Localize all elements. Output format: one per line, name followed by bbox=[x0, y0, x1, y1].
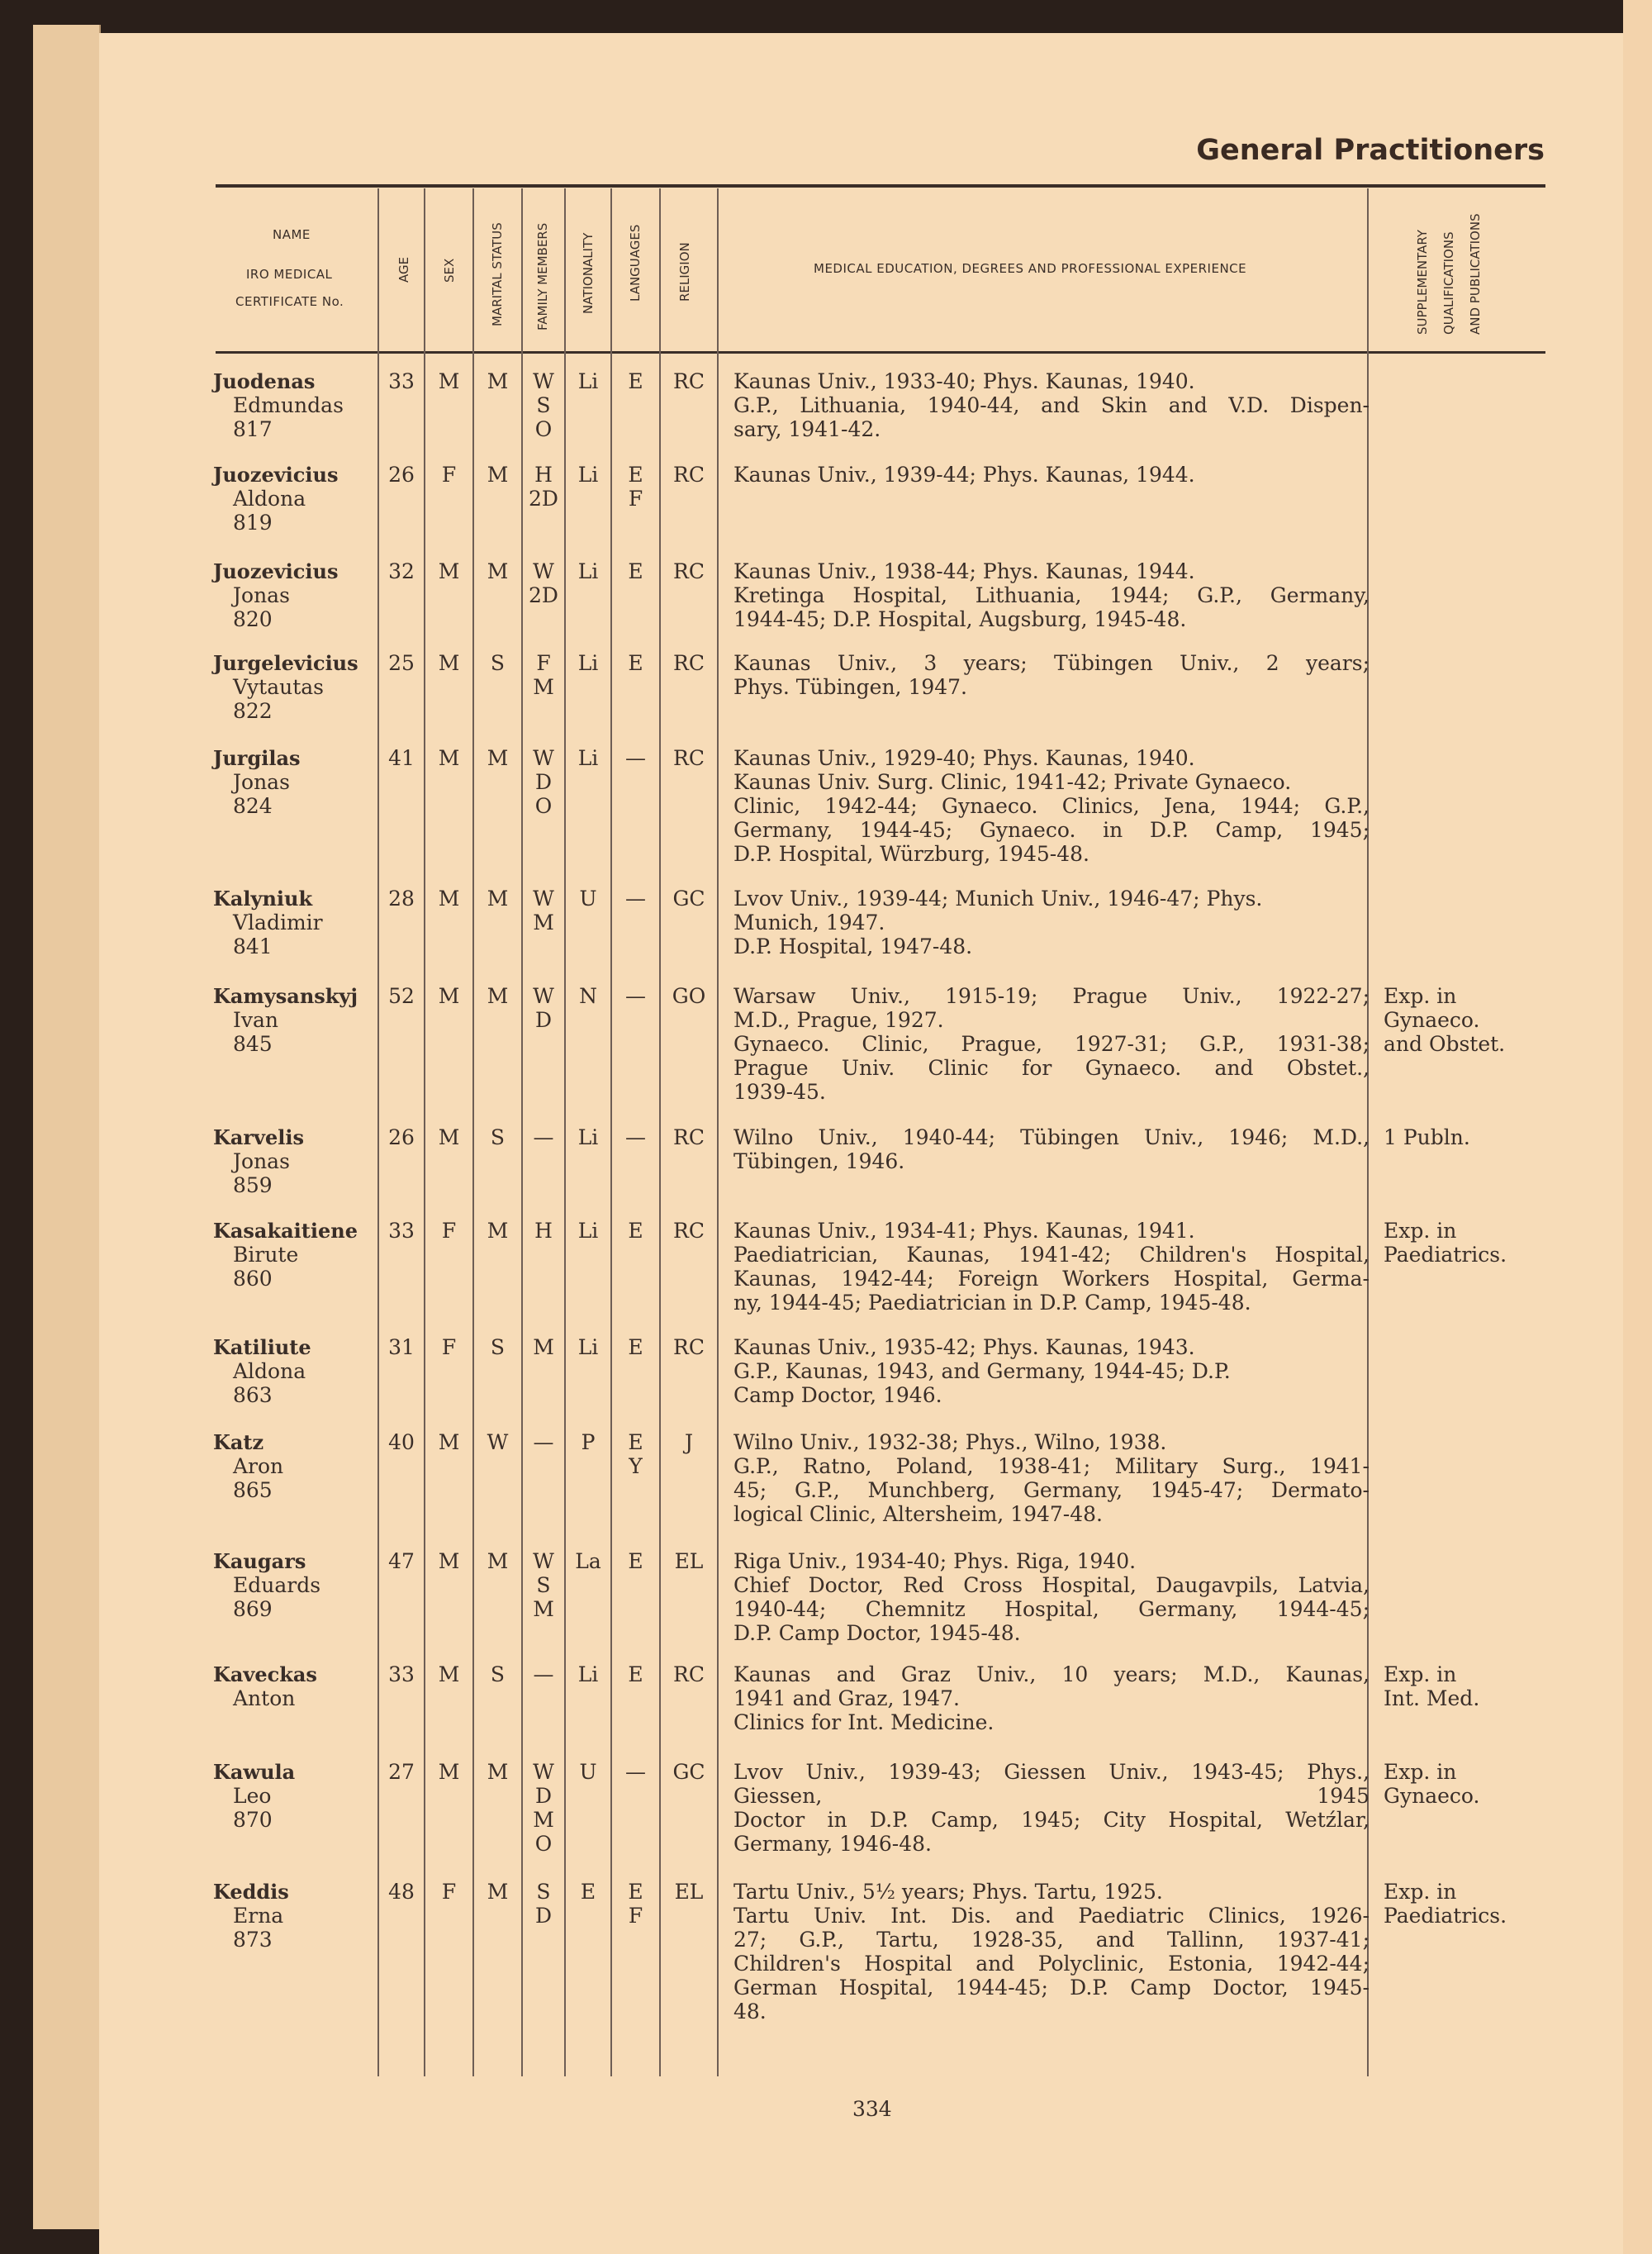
language: E bbox=[628, 369, 643, 393]
education-text bbox=[733, 984, 1370, 1104]
sex-value: F bbox=[441, 1335, 457, 1359]
education-line: 1941 and Graz, 1947. bbox=[733, 1686, 960, 1710]
marital-value: S bbox=[490, 1125, 506, 1149]
education-line: Tartu Univ. Int. Dis. and Paediatric Clinics, 1926- bbox=[733, 1904, 1370, 1928]
marital-value: S bbox=[490, 651, 506, 675]
given-name: Erna bbox=[233, 1904, 284, 1928]
sex-value: M bbox=[438, 1662, 460, 1686]
education-line: Kaunas Univ., 3 years; Tübingen Univ., 2 years; bbox=[733, 651, 1370, 675]
page-number: 334 bbox=[852, 2097, 892, 2121]
family-member: M bbox=[533, 1597, 554, 1621]
header-name: NAME bbox=[273, 227, 311, 242]
sex-value: M bbox=[438, 651, 460, 675]
header-family: FAMILY MEMBERS bbox=[535, 222, 550, 330]
given-name: Jonas bbox=[233, 583, 290, 607]
language: — bbox=[625, 887, 646, 911]
education-text bbox=[733, 746, 1370, 866]
column-divider bbox=[717, 188, 719, 2076]
education-line: logical Clinic, Altersheim, 1947-48. bbox=[733, 1502, 1103, 1526]
education-line: Kaunas Univ., 1933-40; Phys. Kaunas, 1940. bbox=[733, 369, 1195, 393]
language: — bbox=[625, 1125, 646, 1149]
education-line: G.P., Kaunas, 1943, and Germany, 1944-45; D.P. bbox=[733, 1359, 1231, 1383]
education-line: 1944-45; D.P. Hospital, Augsburg, 1945-48. bbox=[733, 607, 1187, 631]
nationality-value: Li bbox=[577, 746, 599, 770]
given-name: Aldona bbox=[233, 1359, 306, 1383]
certificate-number: 819 bbox=[233, 511, 273, 535]
marital-value: M bbox=[487, 1760, 509, 1784]
given-name: Vladimir bbox=[233, 911, 323, 934]
surname: Kasakaitiene bbox=[213, 1219, 358, 1243]
religion-value: RC bbox=[673, 369, 705, 393]
certificate-number: 870 bbox=[233, 1808, 273, 1832]
surname: Juozevicius bbox=[213, 463, 339, 487]
family-member: O bbox=[534, 794, 553, 818]
given-name: Vytautas bbox=[233, 675, 324, 699]
given-name: Jonas bbox=[233, 1149, 290, 1173]
given-name: Edmundas bbox=[233, 393, 344, 417]
education-line: Kaunas and Graz Univ., 10 years; M.D., Kaunas, bbox=[733, 1662, 1370, 1686]
education-line: Children's Hospital and Polyclinic, Estonia, 1942-44; bbox=[733, 1952, 1370, 1976]
religion-value: RC bbox=[673, 559, 705, 583]
education-line: Tartu Univ., 5½ years; Phys. Tartu, 1925. bbox=[733, 1880, 1163, 1904]
education-line: Kaunas Univ., 1934-41; Phys. Kaunas, 1941. bbox=[733, 1219, 1195, 1243]
marital-value: S bbox=[490, 1335, 506, 1359]
language: — bbox=[625, 746, 646, 770]
education-line: Wilno Univ., 1932-38; Phys., Wilno, 1938. bbox=[733, 1430, 1167, 1454]
education-line: D.P. Hospital, 1947-48. bbox=[733, 934, 973, 958]
religion-value: GO bbox=[672, 984, 706, 1008]
age-value: 33 bbox=[388, 369, 415, 393]
family-member: W bbox=[533, 887, 554, 911]
education-line: German Hospital, 1944-45; D.P. Camp Doctor, 1945- bbox=[733, 1976, 1370, 2000]
sex-value: F bbox=[441, 1880, 457, 1904]
header-cert: CERTIFICATE No. bbox=[235, 294, 344, 309]
surname: Jurgelevicius bbox=[213, 651, 358, 675]
marital-value: M bbox=[487, 559, 509, 583]
education-line: sary, 1941-42. bbox=[733, 417, 881, 441]
surname: Karvelis bbox=[213, 1125, 305, 1149]
header-education: MEDICAL EDUCATION, DEGREES AND PROFESSIONAL EXPERIENCE bbox=[814, 261, 1247, 276]
age-value: 31 bbox=[388, 1335, 415, 1359]
surname: Kaugars bbox=[213, 1549, 306, 1573]
sex-value: M bbox=[438, 984, 460, 1008]
education-text bbox=[733, 651, 1370, 699]
family-member: 2D bbox=[529, 583, 558, 607]
sex-value: F bbox=[441, 463, 457, 487]
education-line: ny, 1944-45; Paediatrician in D.P. Camp, 1945-48. bbox=[733, 1291, 1251, 1315]
age-value: 52 bbox=[388, 984, 415, 1008]
education-line: Kaunas Univ., 1929-40; Phys. Kaunas, 1940. bbox=[733, 746, 1195, 770]
header-iro: IRO MEDICAL bbox=[246, 267, 333, 282]
family-member: M bbox=[533, 1808, 554, 1832]
surname: Juozevicius bbox=[213, 559, 339, 583]
sex-value: F bbox=[441, 1219, 457, 1243]
religion-value: EL bbox=[674, 1880, 704, 1904]
education-line: Giessen, 1945 bbox=[733, 1784, 1370, 1808]
family-member: D bbox=[534, 770, 553, 794]
education-text bbox=[733, 1880, 1370, 2023]
education-text bbox=[733, 1335, 1370, 1407]
family-member: — bbox=[533, 1125, 554, 1149]
certificate-number: 841 bbox=[233, 934, 273, 958]
education-text bbox=[733, 1760, 1370, 1856]
family-member: M bbox=[533, 1335, 554, 1359]
education-text bbox=[733, 369, 1370, 441]
surname: Kalyniuk bbox=[213, 887, 313, 911]
education-line: Kaunas Univ., 1938-44; Phys. Kaunas, 1944. bbox=[733, 559, 1195, 583]
education-line: Clinics for Int. Medicine. bbox=[733, 1710, 995, 1734]
education-line: Lvov Univ., 1939-44; Munich Univ., 1946-47; Phys. bbox=[733, 887, 1263, 911]
given-name: Aldona bbox=[233, 487, 306, 511]
language: E bbox=[628, 651, 643, 675]
language: E bbox=[628, 1662, 643, 1686]
education-line: G.P., Ratno, Poland, 1938-41; Military Surg., 1941- bbox=[733, 1454, 1370, 1478]
education-line: Gynaeco. Clinic, Prague, 1927-31; G.P., 1931-38; bbox=[733, 1032, 1370, 1056]
surname: Katiliute bbox=[213, 1335, 311, 1359]
religion-value: RC bbox=[673, 1335, 705, 1359]
certificate-number: 860 bbox=[233, 1267, 273, 1291]
certificate-number: 859 bbox=[233, 1173, 273, 1197]
language: E bbox=[628, 1335, 643, 1359]
age-value: 25 bbox=[388, 651, 415, 675]
family-member: D bbox=[534, 1904, 553, 1928]
family-member: W bbox=[533, 1549, 554, 1573]
education-line: 1940-44; Chemnitz Hospital, Germany, 1944-45; bbox=[733, 1597, 1370, 1621]
language: Y bbox=[629, 1454, 643, 1478]
marital-value: W bbox=[487, 1430, 509, 1454]
nationality-value: U bbox=[579, 887, 597, 911]
nationality-value: P bbox=[581, 1430, 596, 1454]
header-top-rule bbox=[216, 184, 1545, 188]
age-value: 33 bbox=[388, 1662, 415, 1686]
education-text bbox=[733, 559, 1370, 631]
marital-value: M bbox=[487, 1880, 509, 1904]
education-line: Germany, 1944-45; Gynaeco. in D.P. Camp, 1945; bbox=[733, 818, 1370, 842]
education-line: Doctor in D.P. Camp, 1945; City Hospital, Wetźlar, bbox=[733, 1808, 1370, 1832]
supplementary-qualification: Gynaeco. bbox=[1384, 1784, 1480, 1808]
given-name: Eduards bbox=[233, 1573, 321, 1597]
marital-value: M bbox=[487, 1219, 509, 1243]
family-member: W bbox=[533, 559, 554, 583]
certificate-number: 817 bbox=[233, 417, 273, 441]
family-member: H bbox=[534, 463, 553, 487]
given-name: Jonas bbox=[233, 770, 290, 794]
age-value: 33 bbox=[388, 1219, 415, 1243]
family-member: S bbox=[536, 1573, 551, 1597]
given-name: Ivan bbox=[233, 1008, 279, 1032]
religion-value: GC bbox=[672, 1760, 705, 1784]
age-value: 28 bbox=[388, 887, 415, 911]
next-page-edge bbox=[1623, 0, 1652, 2254]
supplementary-qualification: Exp. in bbox=[1384, 1760, 1457, 1784]
education-line: Munich, 1947. bbox=[733, 911, 885, 934]
education-line: Camp Doctor, 1946. bbox=[733, 1383, 942, 1407]
sex-value: M bbox=[438, 1760, 460, 1784]
header-religion: RELIGION bbox=[677, 242, 692, 302]
education-line: D.P. Hospital, Würzburg, 1945-48. bbox=[733, 842, 1089, 866]
education-line: Chief Doctor, Red Cross Hospital, Daugavpils, Latvia, bbox=[733, 1573, 1370, 1597]
education-line: 27; G.P., Tartu, 1928-35, and Tallinn, 1937-41; bbox=[733, 1928, 1370, 1952]
education-line: Lvov Univ., 1939-43; Giessen Univ., 1943-45; Phys., bbox=[733, 1760, 1370, 1784]
language: — bbox=[625, 1760, 646, 1784]
given-name: Anton bbox=[233, 1686, 296, 1710]
certificate-number: 824 bbox=[233, 794, 273, 818]
supplementary-qualification: and Obstet. bbox=[1384, 1032, 1506, 1056]
nationality-value: Li bbox=[577, 369, 599, 393]
education-line: M.D., Prague, 1927. bbox=[733, 1008, 944, 1032]
education-line: Phys. Tübingen, 1947. bbox=[733, 675, 968, 699]
family-member: S bbox=[536, 1880, 551, 1904]
supplementary-qualification: Paediatrics. bbox=[1384, 1243, 1507, 1267]
education-line: Clinic, 1942-44; Gynaeco. Clinics, Jena, 1944; G.P., bbox=[733, 794, 1370, 818]
certificate-number: 865 bbox=[233, 1478, 273, 1502]
nationality-value: Li bbox=[577, 1662, 599, 1686]
age-value: 26 bbox=[388, 463, 415, 487]
language: E bbox=[628, 1549, 643, 1573]
supplementary-qualification: Exp. in bbox=[1384, 984, 1457, 1008]
education-line: 45; G.P., Munchberg, Germany, 1945-47; Dermato- bbox=[733, 1478, 1370, 1502]
certificate-number: 873 bbox=[233, 1928, 273, 1952]
nationality-value: Li bbox=[577, 1125, 599, 1149]
given-name: Birute bbox=[233, 1243, 299, 1267]
surname: Kamysanskyj bbox=[213, 984, 358, 1008]
age-value: 32 bbox=[388, 559, 415, 583]
sex-value: M bbox=[438, 746, 460, 770]
religion-value: RC bbox=[673, 1662, 705, 1686]
education-line: Warsaw Univ., 1915-19; Prague Univ., 1922-27; bbox=[733, 984, 1370, 1008]
supplementary-qualification: Int. Med. bbox=[1384, 1686, 1480, 1710]
family-member: D bbox=[534, 1784, 553, 1808]
age-value: 48 bbox=[388, 1880, 415, 1904]
family-member: — bbox=[533, 1662, 554, 1686]
education-line: Kretinga Hospital, Lithuania, 1944; G.P., Germany, bbox=[733, 583, 1370, 607]
education-text bbox=[733, 463, 1370, 487]
education-line: Kaunas Univ., 1935-42; Phys. Kaunas, 1943. bbox=[733, 1335, 1195, 1359]
nationality-value: Li bbox=[577, 559, 599, 583]
marital-value: M bbox=[487, 887, 509, 911]
age-value: 26 bbox=[388, 1125, 415, 1149]
sex-value: M bbox=[438, 369, 460, 393]
marital-value: M bbox=[487, 1549, 509, 1573]
family-member: O bbox=[534, 1832, 553, 1856]
certificate-number: 820 bbox=[233, 607, 273, 631]
education-text bbox=[733, 1549, 1370, 1645]
certificate-number: 863 bbox=[233, 1383, 273, 1407]
family-member: 2D bbox=[529, 487, 558, 511]
family-member: O bbox=[534, 417, 553, 441]
header-marital: MARITAL STATUS bbox=[490, 222, 505, 326]
family-member: W bbox=[533, 984, 554, 1008]
header-sex: SEX bbox=[442, 258, 457, 283]
supplementary-qualification: Paediatrics. bbox=[1384, 1904, 1507, 1928]
marital-value: S bbox=[490, 1662, 506, 1686]
surname: Kawula bbox=[213, 1760, 296, 1784]
marital-value: M bbox=[487, 463, 509, 487]
nationality-value: Li bbox=[577, 651, 599, 675]
sex-value: M bbox=[438, 887, 460, 911]
language: E bbox=[628, 1430, 643, 1454]
marital-value: M bbox=[487, 746, 509, 770]
given-name: Leo bbox=[233, 1784, 272, 1808]
education-line: Kaunas Univ., 1939-44; Phys. Kaunas, 1944. bbox=[733, 463, 1195, 487]
age-value: 27 bbox=[388, 1760, 415, 1784]
sex-value: M bbox=[438, 1549, 460, 1573]
surname: Katz bbox=[213, 1430, 264, 1454]
family-member: — bbox=[533, 1430, 554, 1454]
sex-value: M bbox=[438, 1125, 460, 1149]
supplementary-qualification: Exp. in bbox=[1384, 1880, 1457, 1904]
certificate-number: 822 bbox=[233, 699, 273, 723]
religion-value: RC bbox=[673, 1219, 705, 1243]
education-line: Paediatrician, Kaunas, 1941-42; Children's Hospital, bbox=[733, 1243, 1370, 1267]
marital-value: M bbox=[487, 984, 509, 1008]
surname: Kaveckas bbox=[213, 1662, 317, 1686]
family-member: W bbox=[533, 746, 554, 770]
religion-value: EL bbox=[674, 1549, 704, 1573]
age-value: 41 bbox=[388, 746, 415, 770]
family-member: M bbox=[533, 911, 554, 934]
surname: Juodenas bbox=[213, 369, 316, 393]
education-text bbox=[733, 887, 1370, 958]
family-member: M bbox=[533, 675, 554, 699]
education-line: G.P., Lithuania, 1940-44, and Skin and V.D. Dispen- bbox=[733, 393, 1370, 417]
education-text bbox=[733, 1662, 1370, 1734]
supplementary-qualification: 1 Publn. bbox=[1384, 1125, 1470, 1149]
given-name: Aron bbox=[233, 1454, 284, 1478]
age-value: 40 bbox=[388, 1430, 415, 1454]
education-line: Kaunas Univ. Surg. Clinic, 1941-42; Private Gynaeco. bbox=[733, 770, 1292, 794]
sex-value: M bbox=[438, 559, 460, 583]
header-supp-2: QUALIFICATIONS bbox=[1441, 231, 1456, 335]
religion-value: GC bbox=[672, 887, 705, 911]
header-bottom-rule bbox=[216, 351, 1545, 354]
family-member: W bbox=[533, 369, 554, 393]
education-line: Germany, 1946-48. bbox=[733, 1832, 932, 1856]
sex-value: M bbox=[438, 1430, 460, 1454]
education-text bbox=[733, 1125, 1370, 1173]
education-line: D.P. Camp Doctor, 1945-48. bbox=[733, 1621, 1021, 1645]
religion-value: J bbox=[684, 1430, 694, 1454]
supplementary-qualification: Exp. in bbox=[1384, 1662, 1457, 1686]
education-line: 48. bbox=[733, 2000, 767, 2023]
supplementary-qualification: Gynaeco. bbox=[1384, 1008, 1480, 1032]
religion-value: RC bbox=[673, 746, 705, 770]
supplementary-qualification: Exp. in bbox=[1384, 1219, 1457, 1243]
nationality-value: N bbox=[579, 984, 597, 1008]
surname: Keddis bbox=[213, 1880, 289, 1904]
education-line: Tübingen, 1946. bbox=[733, 1149, 905, 1173]
surname: Jurgilas bbox=[213, 746, 301, 770]
education-text bbox=[733, 1430, 1370, 1526]
education-text bbox=[733, 1219, 1370, 1315]
family-member: H bbox=[534, 1219, 553, 1243]
certificate-number: 869 bbox=[233, 1597, 273, 1621]
language: E bbox=[628, 1880, 643, 1904]
education-line: Riga Univ., 1934-40; Phys. Riga, 1940. bbox=[733, 1549, 1137, 1573]
family-member: S bbox=[536, 393, 551, 417]
header-languages: LANGUAGES bbox=[628, 224, 643, 302]
education-line: Prague Univ. Clinic for Gynaeco. and Obstet., bbox=[733, 1056, 1370, 1080]
language: E bbox=[628, 463, 643, 487]
religion-value: RC bbox=[673, 651, 705, 675]
marital-value: M bbox=[487, 369, 509, 393]
family-member: W bbox=[533, 1760, 554, 1784]
language: E bbox=[628, 1219, 643, 1243]
nationality-value: La bbox=[575, 1549, 601, 1573]
language: F bbox=[628, 1904, 643, 1928]
nationality-value: Li bbox=[577, 1335, 599, 1359]
header-age: AGE bbox=[396, 256, 411, 283]
page-title: General Practitioners bbox=[1196, 134, 1545, 167]
header-supp-3: AND PUBLICATIONS bbox=[1468, 213, 1483, 335]
education-line: Kaunas, 1942-44; Foreign Workers Hospital, Germa- bbox=[733, 1267, 1370, 1291]
education-line: Wilno Univ., 1940-44; Tübingen Univ., 1946; M.D., bbox=[733, 1125, 1370, 1149]
religion-value: RC bbox=[673, 1125, 705, 1149]
nationality-value: Li bbox=[577, 1219, 599, 1243]
age-value: 47 bbox=[388, 1549, 415, 1573]
family-member: F bbox=[536, 651, 551, 675]
nationality-value: Li bbox=[577, 463, 599, 487]
nationality-value: E bbox=[580, 1880, 596, 1904]
header-supp-1: SUPPLEMENTARY bbox=[1415, 230, 1430, 335]
certificate-number: 845 bbox=[233, 1032, 273, 1056]
religion-value: RC bbox=[673, 463, 705, 487]
education-line: 1939-45. bbox=[733, 1080, 826, 1104]
header-nationality: NATIONALITY bbox=[581, 232, 596, 314]
nationality-value: U bbox=[579, 1760, 597, 1784]
language: — bbox=[625, 984, 646, 1008]
book-page-edges bbox=[33, 25, 101, 2229]
language: F bbox=[628, 487, 643, 511]
family-member: D bbox=[534, 1008, 553, 1032]
language: E bbox=[628, 559, 643, 583]
